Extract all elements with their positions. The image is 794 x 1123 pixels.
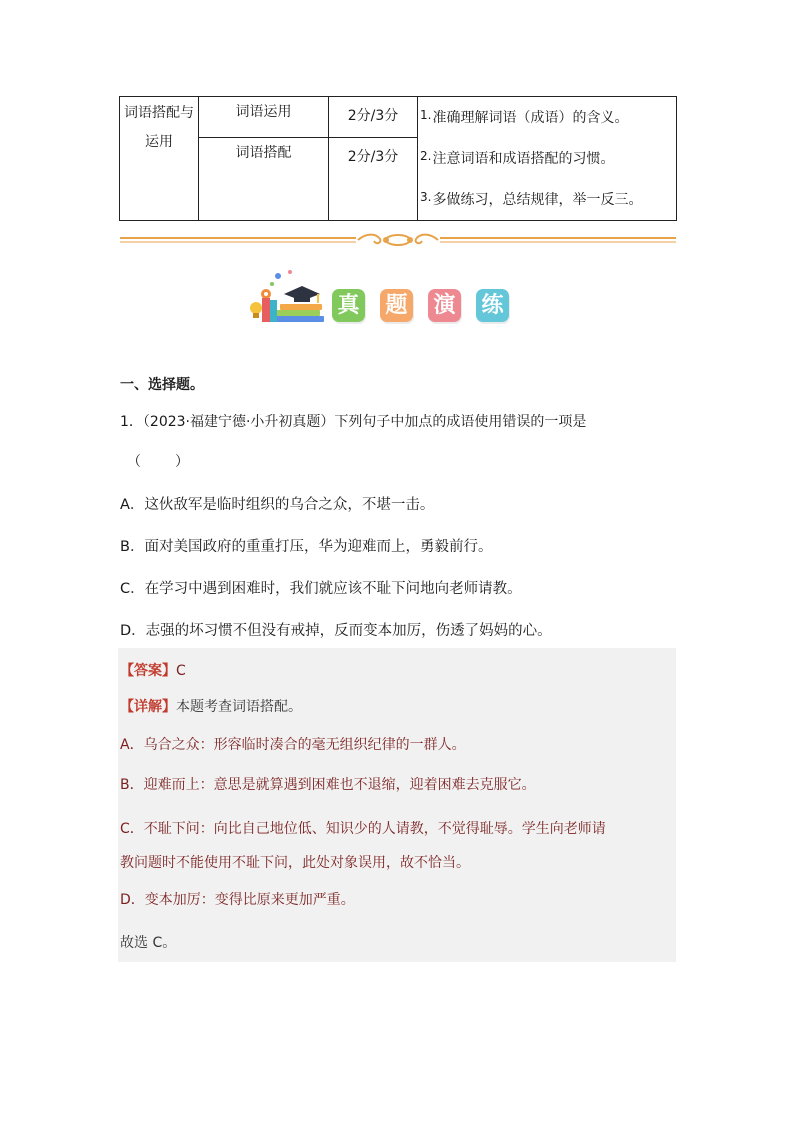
- banner-char: 演: [428, 289, 461, 322]
- ornament-divider: [120, 231, 676, 249]
- tip-item: 2.注意词语和成语搭配的习惯。: [420, 149, 615, 167]
- category-cell: [120, 97, 199, 221]
- explanation-c: C．不耻下问：向比自己地位低、知识少的人请教，不觉得耻辱。学生向老师请: [120, 821, 606, 837]
- option-b: B．面对美国政府的重重打压，华为迎难而上，勇毅前行。: [120, 539, 493, 555]
- explanation-a: A．乌合之众：形容临时凑合的毫无组织纪律的一群人。: [120, 737, 466, 753]
- explanation-b: B．迎难而上：意思是就算遇到困难也不退缩，迎着困难去克服它。: [120, 777, 536, 793]
- answer-line: [120, 660, 186, 680]
- option-a: A．这伙敌军是临时组织的乌合之众，不堪一击。: [120, 497, 435, 513]
- answer-value: C: [176, 663, 186, 679]
- score-label: 2分/3分: [347, 108, 399, 124]
- banner-char: 题: [380, 289, 413, 322]
- topic-label: 词语搭配: [235, 145, 292, 161]
- knowledge-table: [119, 96, 677, 221]
- conclusion: 故选 C。: [120, 935, 177, 951]
- banner-char: 练: [476, 289, 509, 322]
- score-label: 2分/3分: [347, 149, 399, 165]
- score-cell-usage: [329, 97, 418, 138]
- scroll-ornament-icon: [358, 235, 438, 245]
- score-cell-collocation: [329, 138, 418, 221]
- explanation-d: D．变本加厉：变得比原来更加严重。: [120, 892, 355, 908]
- question-stem: 1．（2023·福建宁德·小升初真题）下列句子中加点的成语使用错误的一项是: [120, 414, 587, 430]
- topic-label: 词语运用: [235, 104, 292, 120]
- banner-title: [332, 289, 509, 322]
- banner-char: 真: [332, 289, 365, 322]
- books-graduation-icon: [246, 268, 332, 326]
- option-c: C．在学习中遇到困难时，我们就应该不耻下问地向老师请教。: [120, 581, 522, 597]
- detail-tag: 【详解】: [120, 699, 176, 715]
- detail-line: [120, 696, 302, 716]
- answer-blank: （ ）: [127, 454, 191, 470]
- answer-tag: 【答案】: [120, 663, 176, 679]
- category-label: 词语搭配与运用: [124, 105, 194, 150]
- detail-text: 本题考查词语搭配。: [176, 699, 302, 715]
- answer-box: [118, 648, 676, 962]
- option-d: D．志强的坏习惯不但没有戒掉，反而变本加厉，伤透了妈妈的心。: [120, 623, 552, 639]
- topic-cell-usage: [199, 97, 329, 138]
- tip-item: 1.准确理解词语（成语）的含义。: [420, 108, 629, 126]
- explanation-c-cont: 教问题时不能使用不耻下问，此处对象误用，故不恰当。: [120, 855, 470, 871]
- tip-item: 3.多做练习，总结规律，举一反三。: [420, 190, 643, 208]
- practice-banner: [246, 268, 516, 326]
- section-title: 一、选择题。: [120, 377, 204, 393]
- topic-cell-collocation: [199, 138, 329, 221]
- tips-cell: [418, 97, 677, 221]
